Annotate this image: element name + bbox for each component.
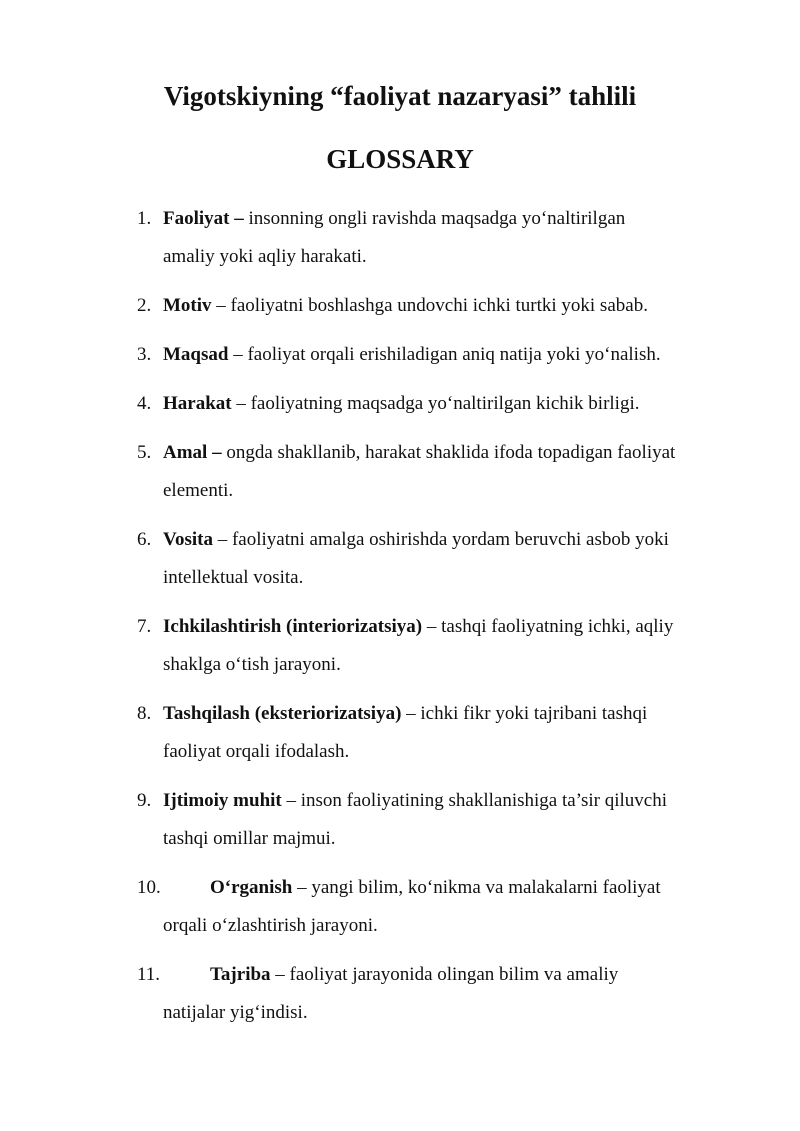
item-term: Amal [163,442,208,463]
item-dash: – [228,344,248,365]
item-term: O‘rganish [210,877,293,898]
item-number: 7. [137,616,152,637]
item-definition: insonning ongli ravishda maqsadga yo‘naltirilgan [248,208,626,229]
glossary-item [0,434,800,510]
item-definition: faoliyatning maqsadga yo‘naltirilgan kichik birligi. [250,393,640,414]
item-definition-continued: tashqi omillar majmui. [163,828,336,849]
document-title: Vigotskiyning “faoliyat nazaryasi” tahlili [163,81,637,111]
item-dash: – [207,442,227,463]
item-number: 4. [137,393,152,414]
glossary-item [0,287,800,325]
glossary-item [0,200,800,276]
glossary-item [0,956,800,1032]
glossary-item [0,869,800,945]
item-term: Harakat [163,393,232,414]
glossary-item [0,521,800,597]
glossary-item [0,608,800,684]
item-definition: faoliyatni boshlashga undovchi ichki turtki yoki sabab. [230,295,648,316]
item-number: 1. [137,208,152,229]
item-definition-continued: shaklga o‘tish jarayoni. [163,654,341,675]
item-term: Ijtimoiy muhit [163,790,282,811]
item-definition-continued: orqali o‘zlashtirish jarayoni. [163,915,378,936]
glossary-item [0,782,800,858]
glossary-item [0,385,800,423]
item-number: 5. [137,442,152,463]
item-number: 11. [137,964,161,985]
item-definition: faoliyat orqali erishiladigan aniq natija yoki yo‘nalish. [247,344,661,365]
item-definition: tashqi faoliyatning ichki, aqliy [441,616,674,637]
item-term: Tajriba [210,964,271,985]
item-term: Tashqilash (eksteriorizatsiya) [163,703,402,724]
glossary-list [0,200,800,1043]
item-definition: ongda shakllanib, harakat shaklida ifoda topadigan faoliyat [226,442,676,463]
item-definition-continued: faoliyat orqali ifodalash. [163,741,350,762]
item-definition-continued: intellektual vosita. [163,567,304,588]
item-number: 6. [137,529,152,550]
item-dash: – [212,529,232,550]
item-definition: faoliyat jarayonida olingan bilim va amaliy [289,964,619,985]
item-dash: – [231,393,251,414]
item-number: 3. [137,344,152,365]
item-dash: – [292,877,312,898]
item-number: 10. [137,877,161,898]
item-term: Motiv [163,295,212,316]
item-term: Vosita [163,529,213,550]
glossary-heading: GLOSSARY [326,144,474,174]
item-definition: inson faoliyatining shakllanishiga ta’sir qiluvchi [300,790,667,811]
glossary-item [0,336,800,374]
item-definition: faoliyatni amalga oshirishda yordam beruvchi asbob yoki [231,529,669,550]
item-number: 8. [137,703,152,724]
item-dash: – [281,790,301,811]
item-term: Ichkilashtirish (interiorizatsiya) [163,616,423,637]
item-dash: – [422,616,442,637]
item-term: Maqsad [163,344,229,365]
item-term: Faoliyat [163,208,230,229]
item-definition-continued: elementi. [163,480,234,501]
item-dash: – [270,964,290,985]
item-number: 2. [137,295,152,316]
item-definition: ichki fikr yoki tajribani tashqi [420,703,648,724]
item-dash: – [229,208,249,229]
item-dash: – [211,295,231,316]
glossary-item [0,695,800,771]
item-definition-continued: natijalar yig‘indisi. [163,1002,308,1023]
item-definition: yangi bilim, ko‘nikma va malakalarni faoliyat [311,877,661,898]
item-definition-continued: amaliy yoki aqliy harakati. [163,246,367,267]
item-number: 9. [137,790,152,811]
item-dash: – [401,703,421,724]
